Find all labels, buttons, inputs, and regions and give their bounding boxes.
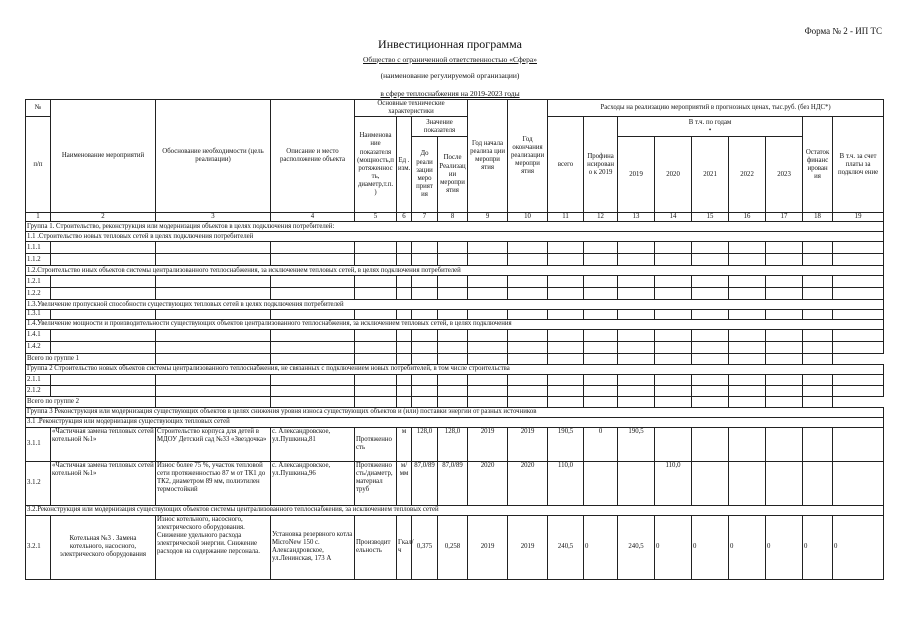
- col-total-header: всего: [548, 117, 584, 213]
- remainder-cost: 0: [803, 515, 833, 579]
- table-row: [26, 385, 884, 396]
- section-row: [26, 407, 884, 417]
- cost-2020: [655, 427, 692, 461]
- financed-cost: [584, 461, 618, 505]
- section-row: [26, 300, 884, 310]
- col-start-year-header: Год начала реализа ции меропри ятия: [468, 100, 508, 213]
- value-before: 128,0: [412, 427, 438, 461]
- cost-2019: [618, 461, 655, 505]
- table-row: [26, 341, 884, 353]
- header-row-1: [26, 100, 884, 117]
- sphere-caption-text: в сфере теплоснабжения на 2019-2023 годы: [380, 89, 520, 98]
- value-before: 87,0/89: [412, 461, 438, 505]
- cost-2019: 190,5: [618, 427, 655, 461]
- col-by-years-header: [618, 117, 803, 137]
- col-tech-header: Основные технические характеристики: [355, 100, 468, 117]
- column-number: 19: [833, 213, 884, 222]
- row-number: 1.4.1: [26, 329, 51, 341]
- value-after: 128,0: [438, 427, 468, 461]
- row-number: 3.1.1: [26, 427, 51, 461]
- value-after: 0,258: [438, 515, 468, 579]
- column-number: 8: [438, 213, 468, 222]
- row-number: 1.2.2: [26, 288, 51, 300]
- total-cost: 110,0: [548, 461, 584, 505]
- total-cost: 240,5: [548, 515, 584, 579]
- table-row: [26, 329, 884, 341]
- col-year-2019-header: 2019: [618, 137, 655, 213]
- remainder-cost: [803, 427, 833, 461]
- end-year: 2019: [508, 427, 548, 461]
- column-number: 17: [766, 213, 803, 222]
- row-number: 1.4.2: [26, 341, 51, 353]
- section-label: 1.3.Увеличение пропускной способности существующих тепловых сетей в целях подключения потребителей: [26, 300, 884, 310]
- col-remainder-header: Остаток финанс ирован ия: [803, 117, 833, 213]
- table-row: [26, 288, 884, 300]
- row-number: 1.1.1: [26, 242, 51, 254]
- organization-caption: (наименование регулируемой организации): [380, 71, 520, 80]
- cost-2023: [766, 461, 803, 505]
- section-row: [26, 222, 884, 232]
- measure-location: с. Александровское, ул.Пушкина,81: [271, 427, 355, 461]
- cost-2022: [729, 427, 766, 461]
- cost-2020: 110,0: [655, 461, 692, 505]
- end-year: 2020: [508, 461, 548, 505]
- col-expenses-header: Расходы на реализацию мероприятий в прогнозных ценах, тыс.руб. (без НДС*): [548, 100, 884, 117]
- section-label: 3.1 .Реконструкция или модернизация существующих тепловых сетей: [26, 417, 884, 427]
- column-number: 13: [618, 213, 655, 222]
- total-cost: 190,5: [548, 427, 584, 461]
- organization-name: [0, 55, 900, 64]
- col-before-header: До реали зации меро прият ия: [412, 137, 438, 213]
- financed-cost: 0: [584, 427, 618, 461]
- row-number: 3.2.1: [26, 515, 51, 579]
- col-year-2023-header: 2023: [766, 137, 803, 213]
- table-row: [26, 374, 884, 385]
- start-year: 2020: [468, 461, 508, 505]
- by-years-dot: •: [708, 126, 712, 134]
- column-number: 5: [355, 213, 397, 222]
- col-end-year-header: Год окончания реализации меропри ятия: [508, 100, 548, 213]
- cost-2021: 0: [692, 515, 729, 579]
- column-number: 15: [692, 213, 729, 222]
- column-number: 2: [51, 213, 156, 222]
- group-total-label: Всего по группе 2: [26, 396, 156, 407]
- section-row: [26, 417, 884, 427]
- row-number: 1.2.1: [26, 276, 51, 288]
- measure-name: «Частичная замена тепловых сетей котельной №1»: [51, 461, 156, 505]
- column-number: 18: [803, 213, 833, 222]
- form-code: Форма № 2 - ИП ТС: [804, 26, 882, 36]
- start-year: 2019: [468, 427, 508, 461]
- group-total-row: [26, 353, 884, 364]
- col-fee-header: В т.ч. за счет платы за подключ ение: [833, 117, 884, 213]
- table-row: [26, 461, 884, 505]
- column-number: 4: [271, 213, 355, 222]
- measure-location: с. Александровское, ул.Пушкина,96: [271, 461, 355, 505]
- col-financed-header: Профина нсирован о к 2019: [584, 117, 618, 213]
- table-row: [26, 242, 884, 254]
- start-year: 2019: [468, 515, 508, 579]
- by-years-label: В т.ч. по годам: [688, 118, 732, 126]
- col-after-header: После Реализац ии меропри ятия: [438, 137, 468, 213]
- row-number: 3.1.2: [26, 461, 51, 505]
- cost-2023: 0: [766, 515, 803, 579]
- section-label: 1.1 .Строительство новых тепловых сетей в целях подключения потребителей: [26, 232, 884, 242]
- fee-cost: [833, 461, 884, 505]
- document-title: Инвестиционная программа: [378, 37, 522, 51]
- column-number: 1: [26, 213, 51, 222]
- cost-2020: 0: [655, 515, 692, 579]
- measure-justification: Износ котельного, насосного, электрического оборудования. Снижение удельного расхода электрической энергии. Снижение расходов на содержание персонала.: [156, 515, 271, 579]
- column-number: 3: [156, 213, 271, 222]
- col-tech-name-header: Наименова ние показателя (мощность,п ротяженнос ть, диаметр,т.п. ): [355, 117, 397, 213]
- col-year-2021-header: 2021: [692, 137, 729, 213]
- remainder-cost: [803, 461, 833, 505]
- col-description-header: Описание и место расположение объекта: [271, 100, 355, 213]
- column-number: 9: [468, 213, 508, 222]
- column-number: 11: [548, 213, 584, 222]
- column-number: 14: [655, 213, 692, 222]
- table-row: [26, 310, 884, 319]
- section-label: Группа 1. Строительство, реконструкция или модернизация объектов в целях подключения потребителей:: [26, 222, 884, 232]
- table-row: [26, 427, 884, 461]
- col-justification-header: Обоснование необходимости (цель реализации): [156, 100, 271, 213]
- cost-2022: 0: [729, 515, 766, 579]
- column-number: 6: [397, 213, 412, 222]
- end-year: 2019: [508, 515, 548, 579]
- indicator-name: Протяженно сть/диаметр, материал труб: [355, 461, 397, 505]
- organization-name-text: Общество с ограниченной ответственностью «Сфера»: [363, 55, 537, 64]
- section-label: Группа 2 Строительство новых объектов системы централизованного теплоснабжения, не связанных с подключением новых потребителей, в том числе строительства: [26, 364, 884, 374]
- cost-2019: 240,5: [618, 515, 655, 579]
- section-row: [26, 364, 884, 374]
- unit: м/мм: [397, 461, 412, 505]
- row-number: 2.1.2: [26, 385, 51, 396]
- col-value-header: Значение показателя: [412, 117, 468, 137]
- group-total-row: [26, 396, 884, 407]
- column-number: 10: [508, 213, 548, 222]
- column-number: 12: [584, 213, 618, 222]
- measure-justification: Износ более 75 %, участок тепловой сети протяженностью 87 м от ТК1 до ТК2, диаметром 89 мм, полиэтилен термостойкий: [156, 461, 271, 505]
- column-number: 16: [729, 213, 766, 222]
- table-row: [26, 276, 884, 288]
- investment-table: [25, 99, 884, 580]
- col-unit-header: Ед . изм.: [397, 117, 412, 213]
- section-label: 1.4.Увеличение мощности и производительности существующих объектов централизованного теплоснабжения, за исключением тепловых сетей, в целях подключения: [26, 319, 884, 329]
- value-after: 87,0/89: [438, 461, 468, 505]
- col-num-header: №: [26, 100, 51, 117]
- col-year-2020-header: 2020: [655, 137, 692, 213]
- col-name-header: Наименование мероприятий: [51, 100, 156, 213]
- cost-2021: [692, 427, 729, 461]
- indicator-name: Производит ельность: [355, 515, 397, 579]
- fee-cost: [833, 427, 884, 461]
- section-row: [26, 266, 884, 276]
- table-row: [26, 254, 884, 266]
- row-number: 2.1.1: [26, 374, 51, 385]
- unit: м: [397, 427, 412, 461]
- column-number: 7: [412, 213, 438, 222]
- section-label: 3.2.Реконструкция или модернизация существующих объектов системы централизованного теплоснабжения, за исключением тепловых сетей: [26, 505, 884, 515]
- value-before: 0,375: [412, 515, 438, 579]
- group-total-label: Всего по группе 1: [26, 353, 156, 364]
- col-num-pp-header: п/п: [26, 117, 51, 213]
- row-number: 1.1.2: [26, 254, 51, 266]
- section-row: [26, 232, 884, 242]
- section-label: 1.2.Строительство иных объектов системы централизованного теплоснабжения, за исключением тепловых сетей, в целях подключения потребителей: [26, 266, 884, 276]
- measure-justification: Строительство корпуса для детей в МДОУ Детский сад №33 «Звездочка»: [156, 427, 271, 461]
- section-row: [26, 319, 884, 329]
- col-year-2022-header: 2022: [729, 137, 766, 213]
- row-number: 1.3.1: [26, 310, 51, 319]
- section-label: Группа 3 Реконструкция или модернизация существующих объектов в целях снижения уровня износа существующих объектов и (или) поставки энергии от разных источников: [26, 407, 884, 417]
- cost-2021: [692, 461, 729, 505]
- measure-name: Котельная №3 . Замена котельного, насосного, электрического оборудования: [51, 515, 156, 579]
- cost-2022: [729, 461, 766, 505]
- measure-location: Установка резервного котла MicroNew 150 с. Александровское, ул.Ленинская, 173 А: [271, 515, 355, 579]
- unit: Гкал/ ч: [397, 515, 412, 579]
- financed-cost: 0: [584, 515, 618, 579]
- section-row: [26, 505, 884, 515]
- indicator-name: Протяженно сть: [355, 427, 397, 461]
- table-row: [26, 515, 884, 579]
- cost-2023: [766, 427, 803, 461]
- sphere-caption: [0, 89, 900, 98]
- column-numbers-row: [26, 213, 884, 222]
- fee-cost: 0: [833, 515, 884, 579]
- measure-name: «Частичная замена тепловых сетей котельной №1»: [51, 427, 156, 461]
